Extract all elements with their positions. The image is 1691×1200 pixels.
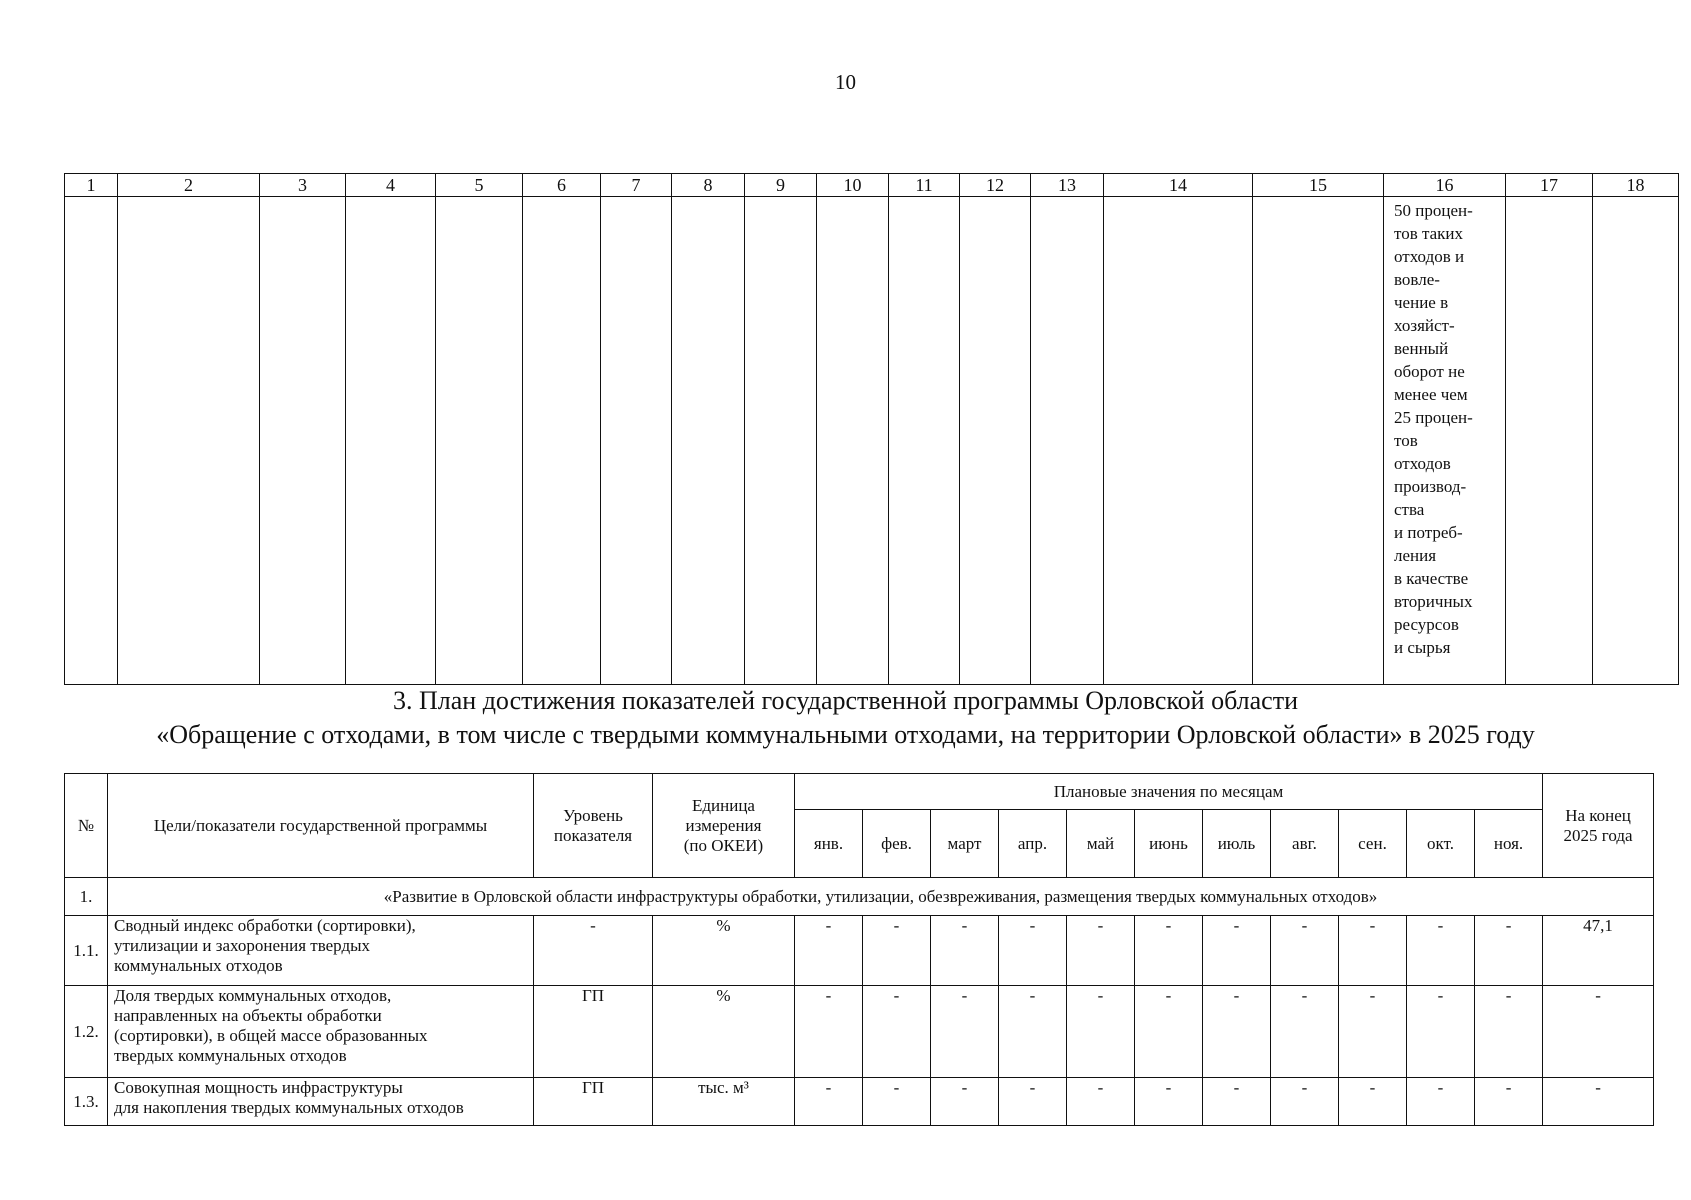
text-line: и потреб- bbox=[1394, 523, 1463, 542]
month-value: - bbox=[795, 916, 863, 986]
section-title-line-2: «Обращение с отходами, в том числе с твердыми коммунальными отходами, на территории Орловской области» в 2025 году bbox=[156, 720, 1535, 749]
text-line: хозяйст- bbox=[1394, 316, 1455, 335]
row-num: 1.1. bbox=[65, 916, 108, 986]
column-number: 15 bbox=[1253, 174, 1384, 197]
month-value: - bbox=[1067, 1078, 1135, 1126]
header-unit-line: (по ОКЕИ) bbox=[683, 835, 764, 855]
text-line: производ- bbox=[1394, 477, 1467, 496]
text-line: ления bbox=[1394, 546, 1437, 565]
indicator-unit: % bbox=[653, 916, 795, 986]
column-number: 2 bbox=[118, 174, 260, 197]
month-value: - bbox=[931, 916, 999, 986]
month-header: июнь bbox=[1135, 810, 1203, 878]
month-value: - bbox=[1407, 916, 1475, 986]
column-number: 11 bbox=[889, 174, 960, 197]
indicator-line: Сводный индекс обработки (сортировки), bbox=[114, 916, 416, 935]
column-number: 7 bbox=[601, 174, 672, 197]
continuation-row bbox=[65, 197, 1679, 685]
table-row bbox=[65, 916, 1654, 986]
header-level-line: Уровень bbox=[563, 805, 623, 825]
text-line: менее чем bbox=[1394, 385, 1468, 404]
page-number: 10 bbox=[835, 70, 856, 94]
indicator-line: направленных на объекты обработки bbox=[114, 1006, 382, 1025]
column-16-text-cell bbox=[1384, 197, 1506, 685]
column-number: 16 bbox=[1384, 174, 1506, 197]
indicator-plan-table bbox=[64, 773, 1654, 1126]
column-number: 14 bbox=[1104, 174, 1253, 197]
indicator-line: Совокупная мощность инфраструктуры bbox=[114, 1078, 403, 1097]
text-line: отходов и bbox=[1394, 247, 1465, 266]
text-line: и сырья bbox=[1394, 638, 1451, 657]
indicator-line: (сортировки), в общей массе образованных bbox=[114, 1026, 428, 1045]
indicator-line: твердых коммунальных отходов bbox=[114, 1046, 347, 1065]
month-value: - bbox=[931, 1078, 999, 1126]
month-value: - bbox=[795, 986, 863, 1078]
month-value: - bbox=[1135, 1078, 1203, 1126]
month-value: - bbox=[795, 1078, 863, 1126]
table-cell bbox=[260, 197, 346, 685]
month-header: сен. bbox=[1339, 810, 1407, 878]
month-value: - bbox=[1475, 986, 1543, 1078]
continuation-table bbox=[64, 173, 1679, 685]
month-value: - bbox=[863, 916, 931, 986]
month-value: - bbox=[999, 986, 1067, 1078]
column-number: 1 bbox=[65, 174, 118, 197]
header-goals: Цели/показатели государственной программы bbox=[108, 774, 534, 878]
month-value: - bbox=[863, 986, 931, 1078]
indicator-line: для накопления твердых коммунальных отходов bbox=[114, 1098, 464, 1117]
month-value: - bbox=[1407, 1078, 1475, 1126]
header-unit-line: измерения bbox=[685, 815, 762, 835]
month-header: окт. bbox=[1407, 810, 1475, 878]
table-cell bbox=[889, 197, 960, 685]
end-of-year-value: - bbox=[1543, 986, 1654, 1078]
table-cell bbox=[745, 197, 817, 685]
column-number: 4 bbox=[346, 174, 436, 197]
header-unit-line: Единица bbox=[692, 795, 755, 815]
text-line: отходов bbox=[1394, 454, 1451, 473]
goal-text: «Развитие в Орловской области инфраструктуры обработки, утилизации, обезвреживания, размещения твердых коммунальных отходов» bbox=[108, 878, 1654, 916]
month-header: июль bbox=[1203, 810, 1271, 878]
table-cell bbox=[1031, 197, 1104, 685]
text-line: в качестве bbox=[1394, 569, 1469, 588]
table-cell bbox=[1593, 197, 1679, 685]
column-number: 5 bbox=[436, 174, 523, 197]
text-line: 50 процен- bbox=[1394, 201, 1473, 220]
month-value: - bbox=[999, 1078, 1067, 1126]
text-line: чение в bbox=[1394, 293, 1449, 312]
text-line: тов таких bbox=[1394, 224, 1464, 243]
indicator-unit: тыс. м³ bbox=[653, 1078, 795, 1126]
column-number: 13 bbox=[1031, 174, 1104, 197]
month-value: - bbox=[1203, 1078, 1271, 1126]
month-header: янв. bbox=[795, 810, 863, 878]
header-unit bbox=[653, 774, 795, 878]
column-number: 12 bbox=[960, 174, 1031, 197]
header-planned-values: Плановые значения по месяцам bbox=[795, 774, 1543, 810]
indicator-name bbox=[108, 986, 534, 1078]
table-cell bbox=[1253, 197, 1384, 685]
goal-num: 1. bbox=[65, 878, 108, 916]
month-value: - bbox=[1475, 1078, 1543, 1126]
end-of-year-value: 47,1 bbox=[1543, 916, 1654, 986]
table-cell bbox=[601, 197, 672, 685]
month-value: - bbox=[999, 916, 1067, 986]
month-header: апр. bbox=[999, 810, 1067, 878]
indicator-line: коммунальных отходов bbox=[114, 956, 283, 975]
header-end-of-year bbox=[1543, 774, 1654, 878]
table-row bbox=[65, 986, 1654, 1078]
indicator-name bbox=[108, 1078, 534, 1126]
table-cell bbox=[523, 197, 601, 685]
end-of-year-value: - bbox=[1543, 1078, 1654, 1126]
table-cell bbox=[65, 197, 118, 685]
month-header: ноя. bbox=[1475, 810, 1543, 878]
text-line: ресурсов bbox=[1394, 615, 1459, 634]
column-number: 9 bbox=[745, 174, 817, 197]
section-title bbox=[0, 684, 1691, 752]
table-cell bbox=[436, 197, 523, 685]
table-cell bbox=[817, 197, 889, 685]
month-value: - bbox=[863, 1078, 931, 1126]
indicator-level: ГП bbox=[534, 986, 653, 1078]
indicator-line: Доля твердых коммунальных отходов, bbox=[114, 986, 392, 1005]
column-number: 17 bbox=[1506, 174, 1593, 197]
month-value: - bbox=[1067, 916, 1135, 986]
month-header: май bbox=[1067, 810, 1135, 878]
header-level-line: показателя bbox=[553, 825, 633, 845]
indicator-line: утилизации и захоронения твердых bbox=[114, 936, 371, 955]
month-value: - bbox=[1067, 986, 1135, 1078]
month-header: фев. bbox=[863, 810, 931, 878]
month-value: - bbox=[1271, 916, 1339, 986]
month-value: - bbox=[1339, 1078, 1407, 1126]
text-line: вторичных bbox=[1394, 592, 1473, 611]
month-value: - bbox=[1203, 986, 1271, 1078]
header-end-line: 2025 года bbox=[1563, 825, 1633, 845]
month-header: март bbox=[931, 810, 999, 878]
column-number: 18 bbox=[1593, 174, 1679, 197]
header-row bbox=[65, 774, 1654, 810]
indicator-level: ГП bbox=[534, 1078, 653, 1126]
table-cell bbox=[1104, 197, 1253, 685]
indicator-name bbox=[108, 916, 534, 986]
header-end-line: На конец bbox=[1565, 805, 1631, 825]
month-value: - bbox=[1135, 986, 1203, 1078]
header-level bbox=[534, 774, 653, 878]
table-row bbox=[65, 1078, 1654, 1126]
column-number: 6 bbox=[523, 174, 601, 197]
column-number: 3 bbox=[260, 174, 346, 197]
indicator-unit: % bbox=[653, 986, 795, 1078]
text-line: венный bbox=[1394, 339, 1449, 358]
row-num: 1.3. bbox=[65, 1078, 108, 1126]
header-num: № bbox=[65, 774, 108, 878]
table-cell bbox=[1506, 197, 1593, 685]
month-value: - bbox=[1407, 986, 1475, 1078]
month-value: - bbox=[1339, 986, 1407, 1078]
month-header: авг. bbox=[1271, 810, 1339, 878]
column-number: 10 bbox=[817, 174, 889, 197]
text-line: 25 процен- bbox=[1394, 408, 1473, 427]
month-value: - bbox=[1203, 916, 1271, 986]
text-line: оборот не bbox=[1394, 362, 1465, 381]
text-line: тов bbox=[1394, 431, 1418, 450]
column-number-row bbox=[65, 174, 1679, 197]
month-value: - bbox=[1271, 1078, 1339, 1126]
table-cell bbox=[118, 197, 260, 685]
month-value: - bbox=[1271, 986, 1339, 1078]
row-num: 1.2. bbox=[65, 986, 108, 1078]
indicator-level: - bbox=[534, 916, 653, 986]
column-number: 8 bbox=[672, 174, 745, 197]
month-value: - bbox=[1339, 916, 1407, 986]
text-line: вовле- bbox=[1394, 270, 1440, 289]
month-value: - bbox=[931, 986, 999, 1078]
month-value: - bbox=[1135, 916, 1203, 986]
table-cell bbox=[346, 197, 436, 685]
text-line: ства bbox=[1394, 500, 1425, 519]
table-cell bbox=[960, 197, 1031, 685]
section-title-line-1: 3. План достижения показателей государственной программы Орловской области bbox=[392, 686, 1298, 715]
goal-row bbox=[65, 878, 1654, 916]
month-value: - bbox=[1475, 916, 1543, 986]
table-cell bbox=[672, 197, 745, 685]
